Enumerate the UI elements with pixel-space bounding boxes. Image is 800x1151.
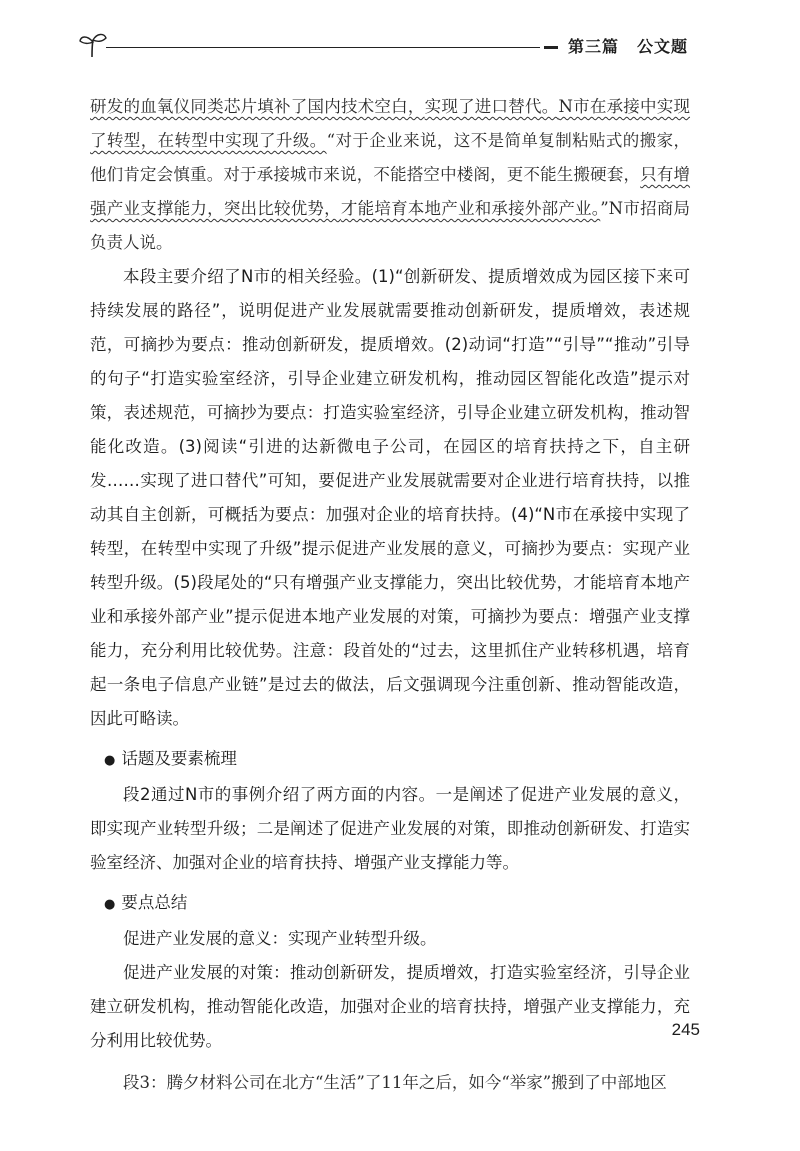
passage-segment: 在转型中实现了升级。 bbox=[157, 131, 327, 150]
page-content bbox=[90, 90, 690, 1100]
summary-meaning: 促进产业发展的意义：实现产业转型升级。 bbox=[123, 929, 437, 948]
passage-segment: ”N市招商局负责人说。 bbox=[90, 199, 691, 252]
header-rule-accent bbox=[544, 46, 558, 49]
passage-segment: 才能培育本地产业和承接外部产业。 bbox=[340, 199, 601, 218]
sprout-icon bbox=[78, 32, 108, 58]
header-section: 公文题 bbox=[636, 37, 688, 56]
passage-segment: N市在承接中实现了转型， bbox=[90, 97, 691, 150]
summary-heading: ● 要点总结 bbox=[104, 893, 188, 912]
passage-segment: “对于企业来说，这不是简单复制粘贴式的搬家，他们肯定会慎重。对于承接城市来说，不能搭空中楼阁，更不能生搬硬套， bbox=[90, 131, 691, 184]
topics-paragraph: 段2通过N市的事例介绍了两方面的内容。一是阐述了促进产业发展的意义，即实现产业转型升级；二是阐述了促进产业发展的对策，即推动创新研发、打造实验室经济、加强对企业的培育扶持、增强产业支撑能力等。 bbox=[90, 785, 690, 872]
passage-segment: 只有增强产业支撑能力， bbox=[90, 165, 691, 218]
passage-segment: 突出比较优势， bbox=[223, 199, 341, 218]
analysis-paragraph: 本段主要介绍了N市的相关经验。(1)“创新研发、提质增效成为园区接下来可持续发展的路径”，说明促进产业发展就需要推动创新研发，提质增效，表述规范，可摘抄为要点：推动创新研发，提质增效。(2)动词“打造”“引导”“推动”引导的句子“打造实验室经济，引导企业建立研发机构，推动园区智能化改造”提示对策，表述规范，可摘抄为要点：打造实验室经济，引导企业建立研发机构，推动智能化改造。(3)阅读“引进的达新微电子公司，在园区的培育扶持之下，自主研发……实现了进口替代”可知，要促进产业发展就需要对企业进行培育扶持，以推动其自主创新，可概括为要点：加强对企业的培育扶持。(4)“N市在承接中实现了转型，在转型中实现了升级”提示促进产业发展的意义，可摘抄为要点：实现产业转型升级。(5)段尾处的“只有增强产业支撑能力，突出比较优势，才能培育本地产业和承接外部产业”提示促进本地产业发展的对策，可摘抄为要点：增强产业支撑能力，充分利用比较优势。注意：段首处的“过去，这里抓住产业转移机遇，培育起一条电子信息产业链”是过去的做法，后文强调现今注重创新、推动智能改造，因此可略读。 bbox=[90, 267, 690, 728]
passage-segment: 实现了进口替代。 bbox=[424, 97, 559, 116]
header-rule bbox=[106, 47, 540, 48]
page-header bbox=[78, 28, 700, 68]
bullet-icon: ● bbox=[104, 897, 116, 912]
summary-measures: 促进产业发展的对策：推动创新研发，提质增效，打造实验室经济，引导企业建立研发机构，推动智能化改造，加强对企业的培育扶持，增强产业支撑能力，充分利用比较优势。 bbox=[90, 963, 690, 1050]
header-part: 第三篇 bbox=[567, 37, 619, 56]
bullet-icon: ● bbox=[104, 753, 116, 768]
page-number: 245 bbox=[671, 1020, 700, 1039]
topics-heading: ● 话题及要素梳理 bbox=[104, 749, 237, 768]
next-paragraph-start: 段3：腾夕材料公司在北方“生活”了11年之后，如今“举家”搬到了中部地区 bbox=[123, 1073, 667, 1092]
quoted-passage bbox=[90, 90, 690, 260]
passage-segment: 研发的血氧仪同类芯片填补了国内技术空白， bbox=[90, 97, 425, 116]
header-title bbox=[568, 34, 688, 57]
